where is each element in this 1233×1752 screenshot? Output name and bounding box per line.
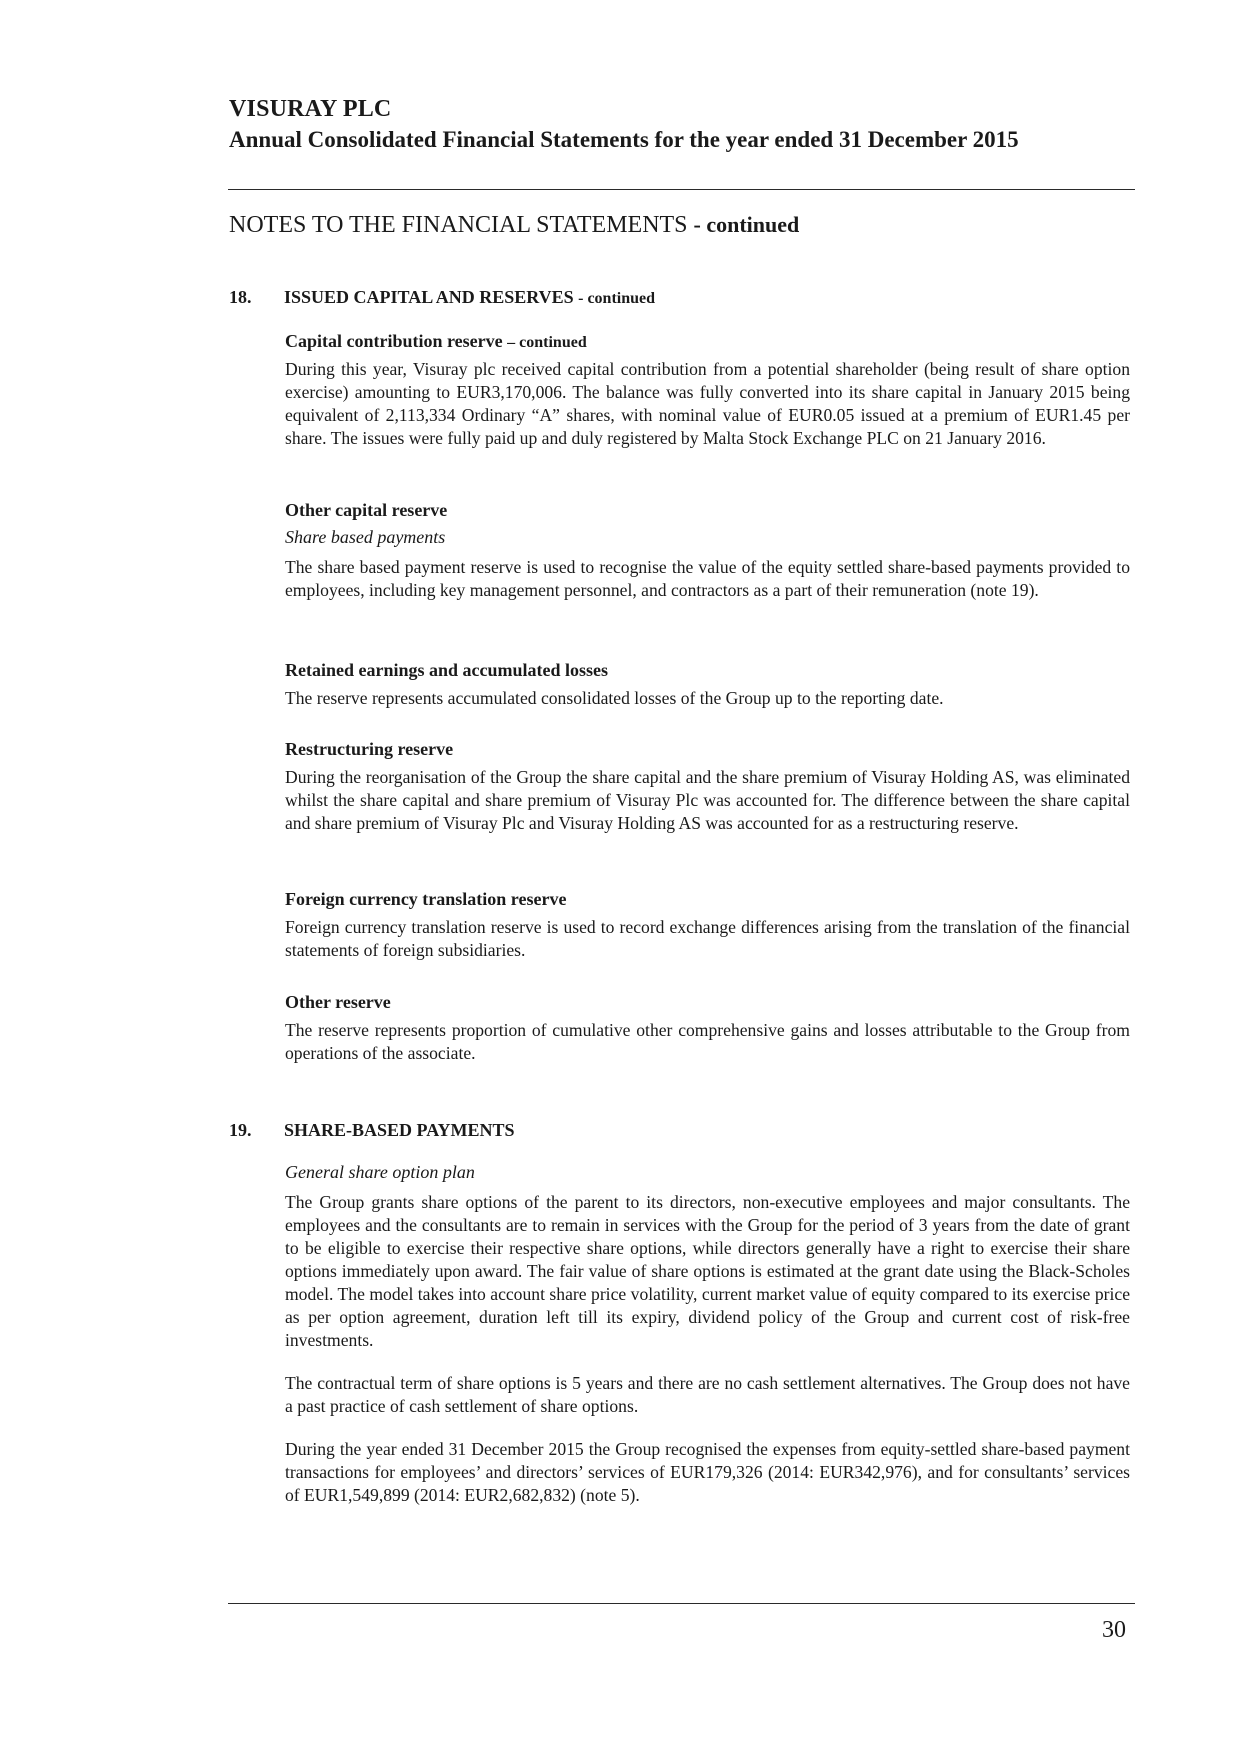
header-divider [228, 189, 1135, 190]
other-capital-block [285, 500, 1130, 602]
capital-contribution-block [285, 331, 1130, 450]
foreign-currency-heading: Foreign currency translation reserve [285, 889, 567, 909]
notes-title-main: NOTES TO THE FINANCIAL STATEMENTS [229, 212, 688, 238]
section-19-title: SHARE-BASED PAYMENTS [284, 1120, 515, 1140]
page-number: 30 [1102, 1617, 1126, 1643]
footer-divider [228, 1603, 1135, 1604]
retained-earnings-block [285, 660, 1130, 710]
share-based-payments-subheading: Share based payments [285, 527, 446, 547]
company-name: VISURAY PLC [229, 96, 392, 122]
other-capital-text: The share based payment reserve is used to recognise the value of the equity settled share-based payments provided to employees, including key management personnel, and contractors as a part of their remuneration (note 19). [285, 557, 1130, 600]
share-option-plan-paragraph: The Group grants share options of the parent to its directors, non-executive employees and major consultants. The employees and the consultants are to remain in services with the Group for the period of 3 years from the date of grant to be eligible to exercise their respective share options, while directors generally have a right to exercise their share options immediately upon award. The fair value of share options is estimated at the grant date using the Black-Scholes model. The model takes into account share price volatility, current market value of equity compared to its exercise price as per option agreement, duration left till its expiry, dividend policy of the Group and current cost of risk-free investments. [285, 1192, 1130, 1350]
retained-earnings-text: The reserve represents accumulated consolidated losses of the Group up to the reporting date. [285, 688, 944, 708]
section-18-heading [229, 287, 655, 308]
expenses-recognised-paragraph: During the year ended 31 December 2015 the Group recognised the expenses from equity-settled share-based payment transactions for employees’ and directors’ services of EUR179,326 (2014: EUR342,976), and for consultants’ services of EUR1,549,899 (2014: EUR2,682,832) (note 5). [285, 1439, 1130, 1505]
section-18-continued: - continued [578, 290, 656, 307]
capital-contribution-text: During this year, Visuray plc received capital contribution from a potential shareholder (being result of share option exercise) amounting to EUR3,170,006. The balance was fully converted into its share capital in January 2015 being equivalent of 2,113,334 Ordinary “A” shares, with nominal value of EUR0.05 issued at a premium of EUR1.45 per share. The issues were fully paid up and duly registered by Malta Stock Exchange PLC on 21 January 2016. [285, 359, 1130, 448]
notes-title [229, 212, 799, 239]
capital-contribution-heading-text: Capital contribution reserve [285, 331, 503, 351]
contractual-term-paragraph: The contractual term of share options is 5 years and there are no cash settlement alternatives. The Group does not have a past practice of cash settlement of share options. [285, 1373, 1130, 1416]
retained-earnings-heading: Retained earnings and accumulated losses [285, 660, 609, 680]
section-18-number: 18. [229, 287, 252, 307]
capital-contribution-heading [285, 331, 1130, 352]
report-subtitle: Annual Consolidated Financial Statements for the year ended 31 December 2015 [229, 127, 1019, 152]
restructuring-text: During the reorganisation of the Group the share capital and the share premium of Visuray Holding AS, was eliminated whilst the share capital and share premium of Visuray Plc was accounted for. The difference between the share capital and share premium of Visuray Plc and Visuray Holding AS was accounted for as a restructuring reserve. [285, 767, 1130, 833]
section-18-title: ISSUED CAPITAL AND RESERVES [284, 287, 574, 307]
notes-title-continued: - continued [693, 212, 800, 237]
restructuring-block [285, 739, 1130, 835]
other-reserve-text: The reserve represents proportion of cumulative other comprehensive gains and losses attributable to the Group from operations of the associate. [285, 1020, 1130, 1063]
other-reserve-heading: Other reserve [285, 992, 391, 1012]
share-based-payments-block [285, 1162, 1130, 1507]
other-capital-heading: Other capital reserve [285, 500, 448, 520]
general-share-option-plan-subheading: General share option plan [285, 1162, 475, 1182]
capital-contribution-continued: – continued [507, 334, 587, 351]
other-reserve-block [285, 992, 1130, 1065]
restructuring-heading: Restructuring reserve [285, 739, 454, 759]
foreign-currency-text: Foreign currency translation reserve is used to record exchange differences arising from the translation of the financial statements of foreign subsidiaries. [285, 917, 1130, 960]
section-19-heading [229, 1120, 515, 1141]
foreign-currency-block [285, 889, 1130, 962]
section-19-number: 19. [229, 1120, 252, 1140]
